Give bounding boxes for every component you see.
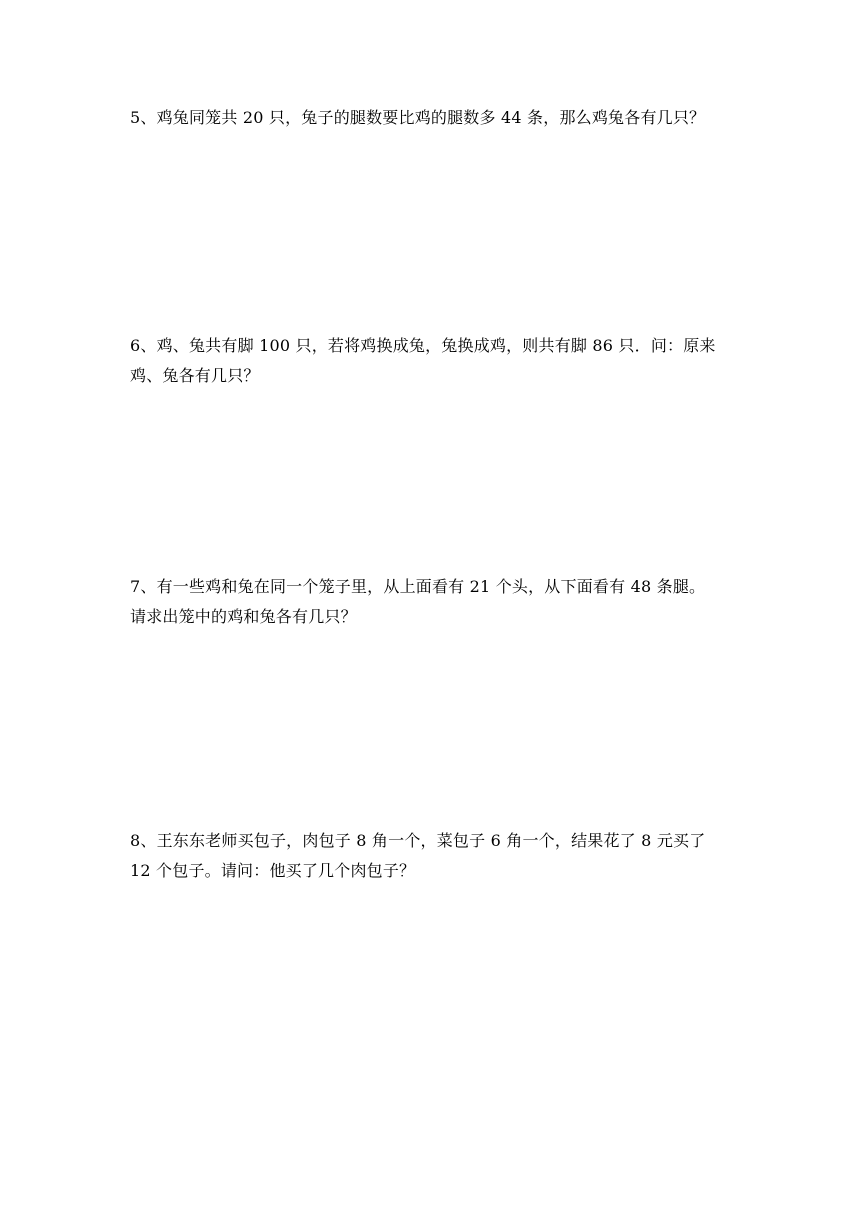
question-7-line-1: 7、有一些鸡和兔在同一个笼子里，从上面看有 21 个头，从下面看有 48 条腿。	[130, 577, 706, 596]
question-5	[130, 103, 740, 133]
question-8-line-2: 12 个包子。请问：他买了几个肉包子？	[130, 861, 416, 880]
question-5-line-1: 5、鸡兔同笼共 20 只，兔子的腿数要比鸡的腿数多 44 条，那么鸡兔各有几只？	[130, 108, 706, 127]
question-8	[130, 826, 740, 886]
question-7	[130, 572, 740, 632]
question-6-line-2: 鸡、兔各有几只？	[130, 366, 260, 385]
question-6	[130, 331, 740, 391]
question-8-line-1: 8、王东东老师买包子，肉包子 8 角一个，菜包子 6 角一个，结果花了 8 元买了	[130, 831, 706, 850]
question-6-line-1: 6、鸡、兔共有脚 100 只，若将鸡换成兔，兔换成鸡，则共有脚 86 只．问：原来	[130, 336, 716, 355]
question-7-line-2: 请求出笼中的鸡和兔各有几只？	[130, 607, 357, 626]
